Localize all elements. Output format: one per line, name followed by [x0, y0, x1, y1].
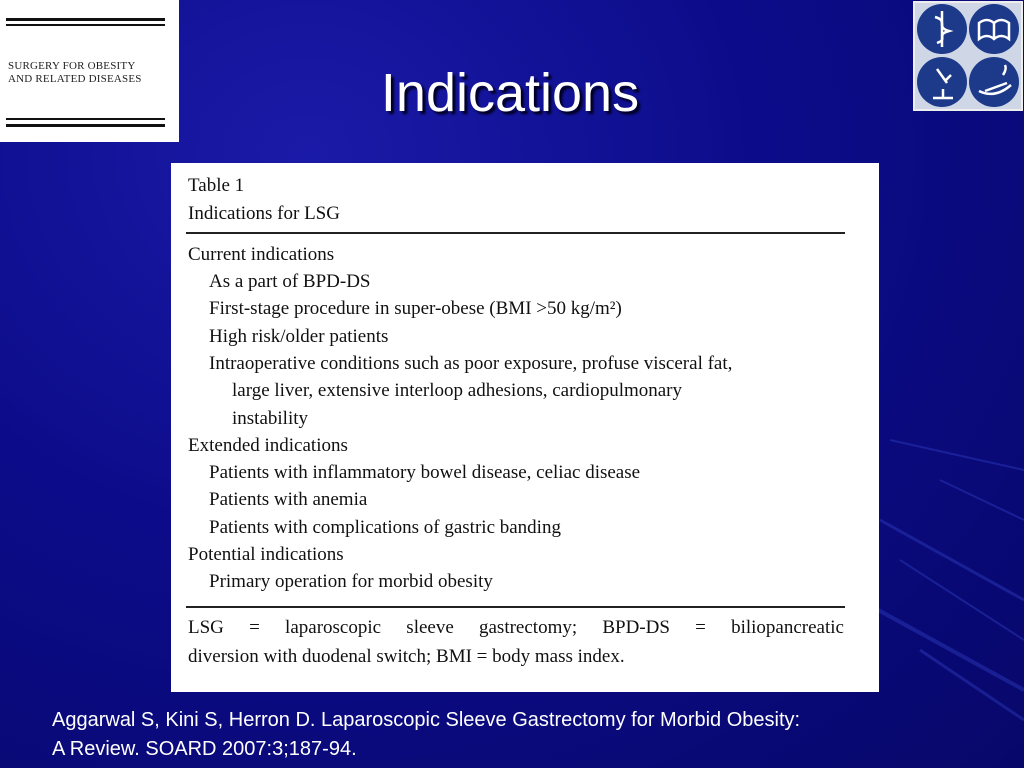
table-top-rule: [186, 232, 845, 234]
logo-line-1: SURGERY FOR OBESITY: [8, 60, 136, 72]
slide-title: Indications: [380, 63, 640, 123]
table-footnote-line-2: diversion with duodenal switch; BMI = body mass index.: [188, 646, 625, 667]
table-row: Intraoperative conditions such as poor exposure, profuse visceral fat,: [209, 353, 733, 374]
table-caption: Indications for LSG: [188, 203, 340, 224]
logo-line-2: AND RELATED DISEASES: [8, 73, 142, 85]
section-heading: Potential indications: [188, 544, 344, 565]
table-row: large liver, extensive interloop adhesions, cardiopulmonary: [232, 380, 683, 401]
table-row: High risk/older patients: [209, 326, 389, 347]
logo-rule: [6, 124, 165, 127]
table-row: instability: [232, 408, 308, 429]
table-row: Patients with complications of gastric banding: [209, 517, 561, 538]
table-footnote-line-1: LSG = laparoscopic sleeve gastrectomy; BPD-DS = biliopancreatic: [188, 617, 844, 638]
logo-rule: [6, 118, 165, 120]
citation-line-2: A Review. SOARD 2007:3;187-94.: [52, 738, 357, 760]
logo-text: [8, 60, 173, 86]
table-bottom-rule: [186, 606, 845, 608]
table-row: Primary operation for morbid obesity: [209, 571, 493, 592]
table-row: Patients with inflammatory bowel disease, celiac disease: [209, 462, 641, 483]
microscope-icon: [917, 57, 967, 107]
table-label: Table 1: [188, 175, 245, 196]
journal-logo: [0, 0, 179, 142]
table-row: Patients with anemia: [209, 489, 368, 510]
table-row: First-stage procedure in super-obese (BMI >50 kg/m²): [209, 298, 622, 319]
logo-rule: [6, 18, 165, 21]
medical-emblem-logo: [913, 1, 1023, 111]
logo-rule: [6, 24, 165, 26]
emblem-graphic: [915, 3, 1021, 109]
section-heading: Extended indications: [188, 435, 348, 456]
citation-line-1: Aggarwal S, Kini S, Herron D. Laparoscopic Sleeve Gastrectomy for Morbid Obesity:: [52, 709, 801, 731]
table-row: As a part of BPD-DS: [209, 271, 371, 292]
section-heading: Current indications: [188, 244, 335, 265]
citation: [52, 706, 1024, 764]
lamp-icon: [969, 57, 1019, 107]
table-image: [171, 163, 879, 692]
